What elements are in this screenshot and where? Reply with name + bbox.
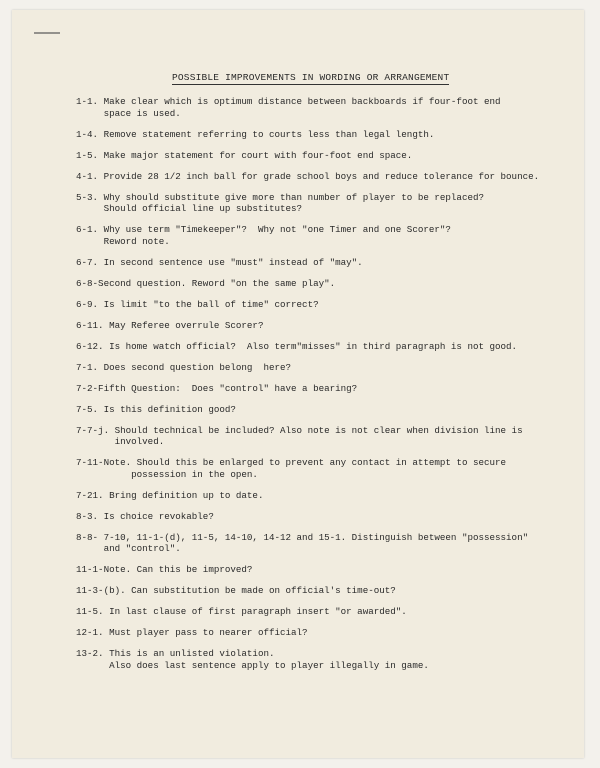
list-item	[76, 150, 576, 162]
list-item	[76, 627, 576, 639]
pencil-mark	[34, 32, 60, 34]
list-item-line: Reword note.	[76, 235, 170, 247]
list-item-line: involved.	[76, 436, 165, 447]
page-title: POSSIBLE IMPROVEMENTS IN WORDING OR ARRANGEMENT	[172, 72, 450, 83]
list-item	[76, 457, 576, 480]
list-item	[76, 511, 576, 523]
improvement-list	[76, 96, 576, 681]
list-item	[76, 425, 576, 448]
list-item	[76, 192, 576, 215]
list-item-line: 1-4. Remove statement referring to courts less than legal length.	[76, 128, 435, 140]
list-item	[76, 129, 576, 141]
list-item	[76, 171, 576, 183]
list-item-line: 6-7. In second sentence use "must" instead of "may".	[76, 256, 363, 268]
list-item	[76, 606, 576, 618]
list-item	[76, 224, 576, 247]
list-item-line: possession in the open.	[76, 468, 258, 480]
list-item-line: 11-1-Note. Can this be improved?	[76, 564, 253, 575]
list-item-line: 6-1. Why use term "Timekeeper"? Why not "one Timer and one Scorer"?	[76, 224, 451, 235]
list-item	[76, 341, 576, 353]
list-item-line: 13-2. This is an unlisted violation.	[76, 648, 275, 659]
list-item	[76, 404, 576, 416]
list-item-line: 6-11. May Referee overrule Scorer?	[76, 319, 264, 331]
list-item-line: 8-3. Is choice revokable?	[76, 510, 214, 522]
list-item-line: 7-7-j. Should technical be included? Also note is not clear when division line is	[76, 424, 523, 436]
list-item	[76, 532, 576, 555]
list-item-line: 5-3. Why should substitute give more than number of player to be replaced?	[76, 191, 484, 203]
list-item-line: 8-8- 7-10, 11-1-(d), 11-5, 14-10, 14-12 and 15-1. Distinguish between "possession"	[76, 531, 529, 543]
document-page	[12, 10, 584, 758]
list-item-line: 6-9. Is limit "to the ball of time" correct?	[76, 298, 319, 310]
list-item	[76, 257, 576, 269]
list-item-line: 6-12. Is home watch official? Also term"misses" in third paragraph is not good.	[76, 340, 518, 352]
list-item-line: Also does last sentence apply to player illegally in game.	[76, 659, 429, 671]
list-item-line: 1-5. Make major statement for court with four-foot end space.	[76, 149, 413, 161]
list-item	[76, 299, 576, 311]
list-item-line: 1-1. Make clear which is optimum distance between backboards if four-foot end	[76, 96, 501, 107]
list-item-line: space is used.	[76, 107, 181, 119]
list-item-line: 7-2-Fifth Question: Does "control" have a bearing?	[76, 382, 358, 394]
list-item-line: 7-5. Is this definition good?	[76, 403, 236, 415]
list-item	[76, 585, 576, 597]
list-item-line: 7-21. Bring definition up to date.	[76, 489, 264, 501]
list-item-line: Should official line up substitutes?	[76, 203, 303, 214]
list-item-line: 11-5. In last clause of first paragraph insert "or awarded".	[76, 606, 407, 617]
list-item	[76, 362, 576, 374]
list-item-line: 12-1. Must player pass to nearer official?	[76, 627, 308, 638]
list-item	[76, 320, 576, 332]
list-item-line: 7-11-Note. Should this be enlarged to prevent any contact in attempt to secure	[76, 457, 507, 468]
list-item-line: 7-1. Does second question belong here?	[76, 361, 292, 373]
list-item-line: and "control".	[76, 543, 181, 554]
list-item	[76, 648, 576, 671]
list-item	[76, 278, 576, 290]
list-item	[76, 564, 576, 576]
list-item	[76, 96, 576, 119]
list-item	[76, 383, 576, 395]
list-item-line: 4-1. Provide 28 1/2 inch ball for grade school boys and reduce tolerance for bounce.	[76, 170, 540, 182]
list-item	[76, 490, 576, 502]
list-item-line: 6-8-Second question. Reword "on the same play".	[76, 277, 336, 289]
list-item-line: 11-3-(b). Can substitution be made on official's time-out?	[76, 585, 396, 596]
